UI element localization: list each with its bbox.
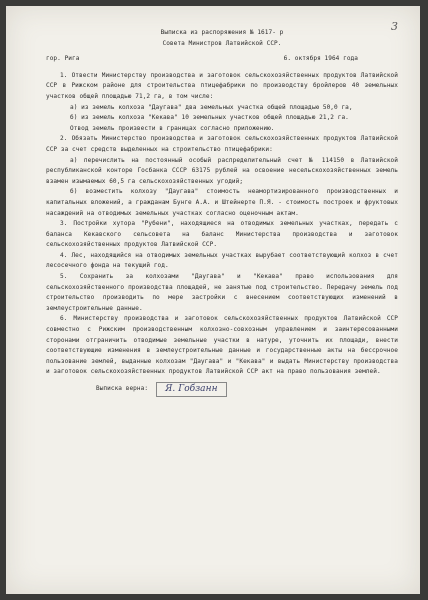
paragraph-1-note: Отвод земель произвести в границах согласно приложению. (70, 124, 275, 132)
heading-line-2: Совета Министров Латвийской ССР. (162, 39, 282, 47)
document-body (46, 28, 398, 397)
paragraph-6: 6. Министерству производства и заготовок сельскохозяйственных продуктов Латвийской ССР совместно с Рижским производственным колхозно-совхозным управлением и заинтересованными сторонами отграничить отводимые земельные участки в натуре, уточнить их площади, внести соответствующие изменения в землеустроительные данные и государственные акты на бессрочное пользование землей, выданные колхозам "Даугава" и "Кекава" и выдать Министерству производства и заготовок сельскохозяйственных продуктов Латвийской ССР акт на право пользования землей. (46, 315, 398, 376)
paragraph-1: 1. Отвести Министерству производства и заготовок сельскохозяйственных продуктов Латвийской ССР в Рижском районе для строительства птицефабрики по производству бройлеров 40 земельных участков общей площадью 71,2 га, в том числе: (46, 71, 398, 100)
verification-label: Выписка верна: (96, 385, 149, 392)
paragraph-5: 5. Сохранить за колхозами "Даугава" и "Кекава" право использования для сельскохозяйственного производства площадей, не занятые под строительство. Передачу земель под строительство производить по мере застройки с внесением соответствующих изменений в землеустроительные данные. (46, 273, 398, 312)
paragraph-2: 2. Обязать Министерство производства и заготовок сельскохозяйственных продуктов Латвийской ССР за счет средств выделенных на строительство птицефабрики: (46, 135, 398, 153)
paragraph-2b: б) возместить колхозу "Даугава" стоимость неамортизированного производственных и капитальных вложений, а гражданам Бунге А.А. и Штейнерте П.Я. - стоимость построек и фруктовых насаждений на отводимых земельных участках согласно оценочным актам. (46, 188, 398, 217)
paragraph-2a: а) перечислить на постоянный особый распределительный счет № 114150 в Латвийской республиканской конторе Госбанка СССР 63175 рублей на освоение несельскохозяйственных земель взамен изымаемых 60,5 га сельскохозяйственных угодий; (46, 156, 398, 185)
document-page (6, 6, 420, 594)
heading-line-1: Выписка из распоряжения № 1617- р (160, 29, 284, 36)
place-date-line (46, 54, 398, 65)
verification-line (46, 382, 398, 397)
paragraph-4: 4. Лес, находящийся на отводимых земельных участках вырубает соответствующий колхоз в счет лесосечного фонда на текущий год. (46, 251, 398, 270)
date: 6. октября 1964 года (283, 55, 358, 63)
handwritten-signature: Я. Гобзанн (156, 382, 227, 397)
paragraph-3: 3. Постройки хутора "Рубени", находящиеся на отводимых земельных участках, передать с баланса Кекавского сельсовета на баланс Министерства производства и заготовок сельскохозяйственных продуктов Латвийской ССР. (46, 220, 398, 249)
page-number: 3 (391, 20, 398, 33)
place: гор. Рига (46, 55, 80, 63)
document-heading (46, 28, 398, 49)
paragraph-1b: б) из земель колхоза "Кекава" 10 земельных участков общей площадью 21,2 га. (70, 114, 349, 122)
paragraph-1a: а) из земель колхоза "Даугава" два земельных участка общей площадью 50,0 га, (70, 103, 353, 111)
